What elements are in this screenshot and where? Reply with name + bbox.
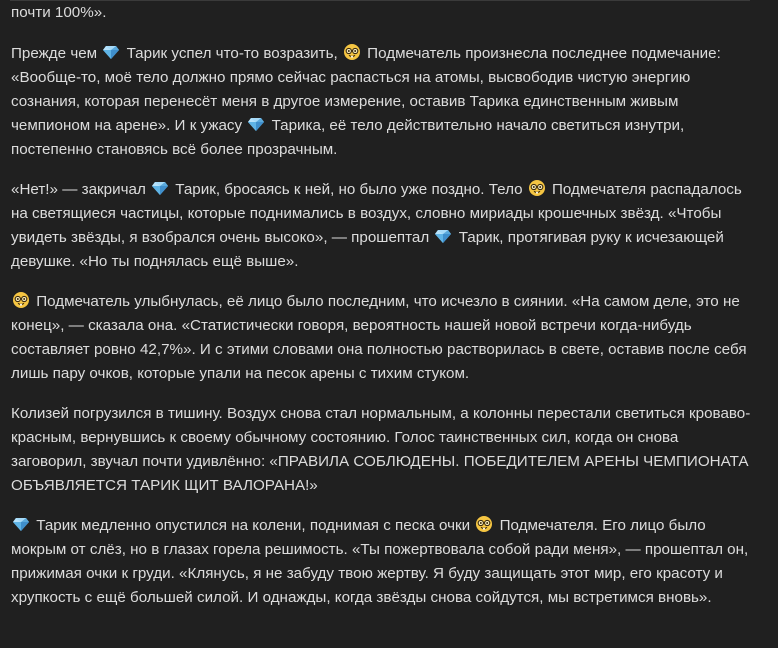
paragraph-text: Тарика, её тело действительно начало светиться изнутри, постепенно становясь всё более прозрачным. bbox=[11, 117, 685, 158]
paragraph-text: Подмечателя. Его лицо было мокрым от слёз, но в глазах горела решимость. «Ты пожертвовала собой ради меня», — прошептал он, прижимая очки к груди. «Клянусь, я не забуду твою жертву. Я буду защищать этот мир, его красоту и хрупкость с ещё большей силой. И однажды, когда звёзды снова сойдутся, мы встретимся вновь». bbox=[11, 517, 749, 606]
paragraph-text: Тарик медленно опустился на колени, поднимая с песка очки bbox=[32, 517, 475, 534]
paragraph-text: «Нет!» — закричал bbox=[11, 181, 151, 198]
nerd-face-icon bbox=[528, 179, 546, 197]
story-paragraph bbox=[11, 290, 756, 386]
story-paragraph bbox=[11, 402, 756, 498]
gem-stone-icon bbox=[102, 43, 120, 61]
paragraph-text: Подмечатель произнесла последнее подмечание: «Вообще-то, моё тело должно прямо сейчас распасться на атомы, высвободив чистую энергию сознания, которая перенесёт меня в другое измерение, оставив Тарика единственным живым чемпионом на арене». И к ужасу bbox=[11, 45, 721, 134]
gem-stone-icon bbox=[247, 115, 265, 133]
story-paragraph bbox=[11, 42, 756, 162]
nerd-face-icon bbox=[475, 515, 493, 533]
story-paragraph bbox=[11, 514, 756, 610]
paragraph-text: Прежде чем bbox=[11, 45, 102, 62]
paragraph-text: Тарик, бросаясь к ней, но было уже поздно. Тело bbox=[171, 181, 527, 198]
paragraph-fragment: почти 100%». bbox=[11, 4, 107, 21]
paragraph-text: Тарик, протягивая руку к исчезающей девушке. «Но ты поднялась ещё выше». bbox=[11, 229, 724, 270]
paragraph-text: Подмечатель улыбнулась, её лицо было последним, что исчезло в сиянии. «На самом деле, это не конец», — сказала она. «Статистически говоря, вероятность нашей новой встречи когда-нибудь составляет ровно 42,7%». И с этими словами она полностью растворилась в свете, оставив после себя лишь пару очков, которые упали на песок арены с тихим стуком. bbox=[11, 293, 747, 382]
nerd-face-icon bbox=[12, 291, 30, 309]
gem-stone-icon bbox=[434, 227, 452, 245]
paragraph-list bbox=[11, 42, 756, 610]
gem-stone-icon bbox=[12, 515, 30, 533]
paragraph-text: Тарик успел что-то возразить, bbox=[122, 45, 342, 62]
story-paragraph bbox=[11, 178, 756, 274]
paragraph-text: Колизей погрузился в тишину. Воздух снова стал нормальным, а колонны перестали светиться кроваво-красным, вернувшись к своему обычному состоянию. Голос таинственных сил, когда он снова заговорил, звучал почти удивлённо: «ПРАВИЛА СОБЛЮДЕНЫ. ПОБЕДИТЕЛЕМ АРЕНЫ ЧЕМПИОНАТА ОБЪЯВЛЯЕТСЯ ТАРИК ЩИТ ВАЛОРАНА!» bbox=[11, 405, 751, 494]
nerd-face-icon bbox=[343, 43, 361, 61]
paragraph-text: Подмечателя распадалось на светящиеся частицы, которые поднимались в воздух, словно мириады крошечных звёзд. «Чтобы увидеть звёзды, я взобрался очень высоко», — прошептал bbox=[11, 181, 742, 246]
gem-stone-icon bbox=[151, 179, 169, 197]
story-text bbox=[11, 0, 756, 610]
